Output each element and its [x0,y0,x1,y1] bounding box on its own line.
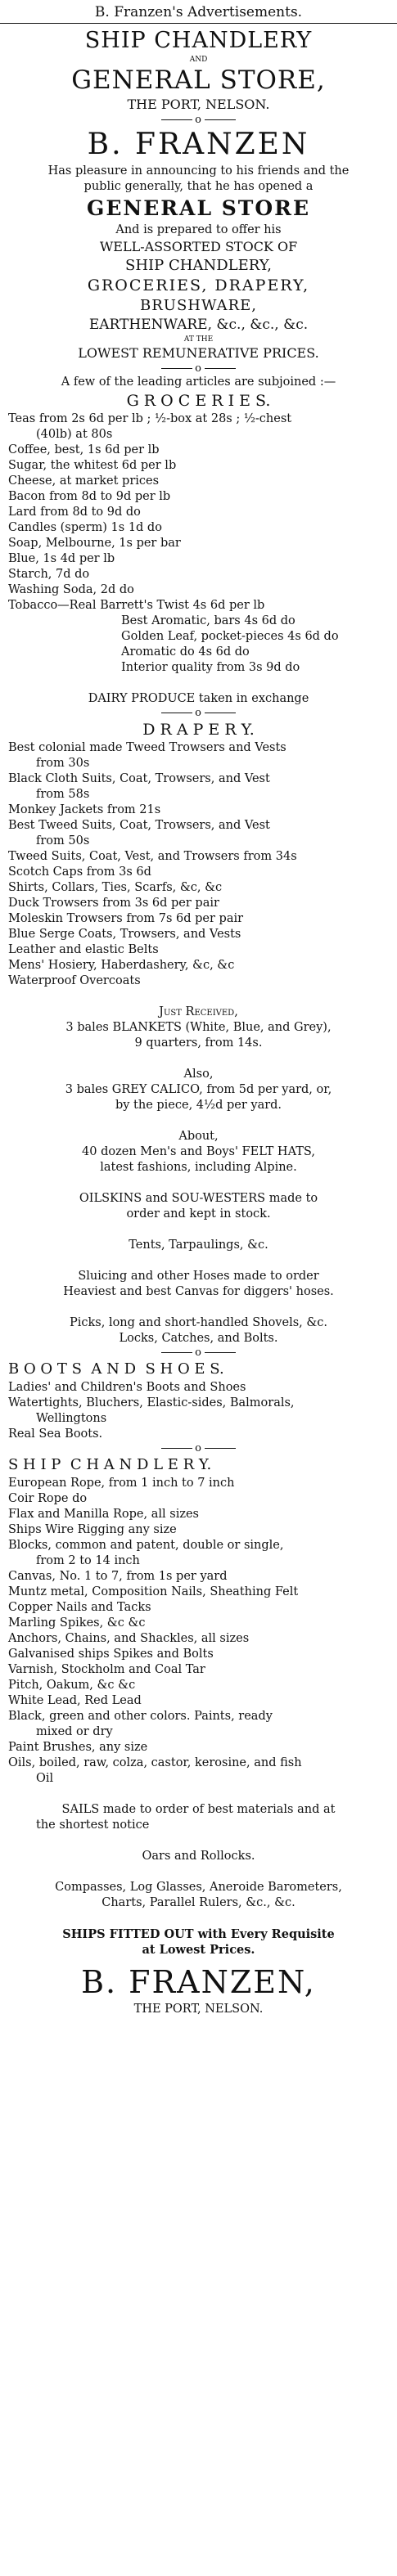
boots-heading: B O O T S A N D S H O E S. [8,1360,224,1378]
masthead [8,24,389,125]
sails-line-2: the shortest notice [36,1818,150,1832]
also: Also, [183,1068,214,1081]
tents: Tents, Tarpaulings, &c. [129,1239,268,1252]
list-item: Ships Wire Rigging any size [8,1523,177,1536]
oilskins-line-2: order and kept in stock. [126,1207,271,1221]
blankets-line-2: 9 quarters, from 14s. [134,1036,263,1050]
list-item: Soap, Melbourne, 1s per bar [8,537,181,550]
list-item: Blue Serge Coats, Trowsers, and Vests [8,928,241,941]
drapery-heading: D R A P E R Y. [142,721,255,739]
picks-line-1: Picks, long and short-handled Shovels, &c. [69,1316,328,1329]
list-item: Duck Trowsers from 3s 6d per pair [8,897,219,910]
footer-location: THE PORT, NELSON. [133,2003,264,2016]
list-item: (40lb) at 80s [36,428,113,441]
about: About, [178,1130,219,1143]
list-item-tobacco: Best Aromatic, bars 4s 6d do [121,614,295,627]
masthead-general-store: GENERAL STORE, [71,65,326,95]
intro-at-the: AT THE [183,335,214,344]
list-item: Starch, 7d do [8,568,90,581]
list-item: Blocks, common and patent, double or single, [8,1539,284,1552]
oilskins-line-1: OILSKINS and SOU-WESTERS made to [79,1192,318,1205]
list-item: Wellingtons [36,1412,107,1425]
list-item: mixed or dry [36,1725,113,1738]
list-item: from 2 to 14 inch [36,1554,140,1567]
blankets-line-1: 3 bales BLANKETS (White, Blue, and Grey), [65,1021,332,1034]
list-item: Anchors, Chains, and Shackles, all sizes [8,1632,250,1645]
list-item-tobacco: Aromatic do 4s 6d do [121,645,250,659]
list-item: Pitch, Oakum, &c &c [8,1679,136,1692]
footer [8,1958,389,2017]
hoses-line-2: Heaviest and best Canvas for diggers' hoses. [63,1285,334,1298]
separator-boots: o [8,1443,389,1454]
list-item: Paint Brushes, any size [8,1741,148,1754]
intro-announce-2: public generally, that he has opened a [83,180,314,193]
list-item-tobacco: Interior quality from 3s 9d do [121,661,300,674]
picks-line-2: Locks, Catches, and Bolts. [119,1332,278,1345]
calico-line-1: 3 bales GREY CALICO, from 5d per yard, or, [65,1083,332,1096]
list-item: from 58s [36,788,90,801]
intro-name: B. FRANZEN [87,128,310,161]
masthead-location: THE PORT, NELSON. [127,97,270,112]
list-item: Tobacco—Real Barrett's Twist 4s 6d per lb [8,599,265,612]
list-item: Candles (sperm) 1s 1d do [8,521,162,534]
list-item: from 30s [36,757,90,770]
list-item: Canvas, No. 1 to 7, from 1s per yard [8,1570,228,1583]
list-item: Shirts, Collars, Ties, Scarfs, &c, &c [8,881,223,894]
list-item: Lard from 8d to 9d do [8,506,141,519]
list-item: Ladies' and Children's Boots and Shoes [8,1381,246,1394]
just-received: Just Received, [159,1005,238,1018]
masthead-ship-chandlery: SHIP CHANDLERY [84,28,313,53]
drapery-section [8,719,389,1358]
hats-line-1: 40 dozen Men's and Boys' FELT HATS, [82,1145,315,1158]
intro-store: GENERAL STORE [86,196,311,220]
list-item: Coffee, best, 1s 6d per lb [8,443,160,456]
list-item: Copper Nails and Tacks [8,1601,151,1614]
calico-line-2: by the piece, 4½d per yard. [115,1099,282,1112]
list-item: Washing Soda, 2d do [8,583,134,596]
list-item: Cheese, at market prices [8,474,160,488]
list-item: Varnish, Stockholm and Coal Tar [8,1663,205,1676]
oars: Oars and Rollocks. [142,1850,255,1863]
list-item: Blue, 1s 4d per lb [8,552,115,565]
separator-drapery: o [8,1347,389,1358]
list-item: Watertights, Bluchers, Elastic-sides, Balmorals, [8,1396,295,1409]
footer-name: B. FRANZEN, [81,1964,316,2000]
list-item: Flax and Manilla Rope, all sizes [8,1508,199,1521]
dairy-produce: DAIRY PRODUCE taken in exchange [88,692,309,705]
boots-section [8,1359,389,1454]
sails-line-1: SAILS made to order of best materials and at [61,1803,336,1816]
list-item: Galvanised ships Spikes and Bolts [8,1648,214,1661]
list-item: Real Sea Boots. [8,1427,103,1441]
intro-prices: LOWEST REMUNERATIVE PRICES. [78,345,319,361]
list-item: Sugar, the whitest 6d per lb [8,459,177,472]
separator-masthead: o [8,115,389,125]
list-item: Bacon from 8d to 9d per lb [8,490,171,503]
list-item: Tweed Suits, Coat, Vest, and Trowsers from 34s [8,850,297,863]
list-item: from 50s [36,834,90,847]
intro-section [8,126,389,390]
list-item: Best Tweed Suits, Coat, Trowsers, and Vest [8,819,270,832]
list-item: Waterproof Overcoats [8,974,141,987]
compass-line-2: Charts, Parallel Rulers, &c., &c. [102,1896,295,1909]
chandlery-heading: S H I P C H A N D L E R Y. [8,1456,212,1473]
list-item: Moleskin Trowsers from 7s 6d per pair [8,912,244,925]
list-item-tobacco: Golden Leaf, pocket-pieces 4s 6d do [121,630,339,643]
list-item: Marling Spikes, &c &c [8,1616,146,1630]
intro-offer-2: WELL-ASSORTED STOCK OF [99,239,298,254]
list-item: Coir Rope do [8,1492,88,1505]
list-item: Mens' Hosiery, Haberdashery, &c, &c [8,959,235,972]
list-item: Muntz metal, Composition Nails, Sheathing Felt [8,1585,299,1598]
page-header: B. Franzen's Advertisements. [94,4,303,20]
list-item: White Lead, Red Lead [8,1694,142,1707]
list-item: Oils, boiled, raw, colza, castor, kerosine, and fish [8,1756,302,1769]
intro-cat-groceries: GROCERIES, DRAPERY, [87,276,310,294]
intro-announce-1: Has pleasure in announcing to his friends and the [47,164,350,178]
intro-subjoined: A few of the leading articles are subjoined :— [61,375,336,389]
hoses-line-1: Sluicing and other Hoses made to order [78,1270,319,1283]
list-item: Black Cloth Suits, Coat, Trowsers, and Vest [8,772,270,785]
list-item: Monkey Jackets from 21s [8,803,161,816]
fitted-line-2: at Lowest Prices. [142,1943,255,1957]
fitted-line-1: SHIPS FITTED OUT with Every Requisite [62,1927,335,1941]
list-item: Leather and elastic Belts [8,943,159,956]
chandlery-section [8,1454,389,1958]
list-item: Oil [36,1772,54,1785]
masthead-and: AND [189,56,208,64]
groceries-heading: G R O C E R I E S. [126,392,271,410]
list-item: Black, green and other colors. Paints, ready [8,1710,273,1723]
intro-offer-1: And is prepared to offer his [115,223,282,236]
separator-groceries: o [8,708,389,718]
groceries-section [8,390,389,718]
compass-line-1: Compasses, Log Glasses, Aneroide Barometers, [55,1881,342,1894]
list-item: Teas from 2s 6d per lb ; ½-box at 28s ; ½-chest [8,412,292,425]
list-item: Best colonial made Tweed Trowsers and Vests [8,741,286,754]
intro-cat-chandlery: SHIP CHANDLERY, [125,257,272,274]
intro-cat-brushware: BRUSHWARE, [140,297,257,314]
intro-cat-earthenware: EARTHENWARE, &c., &c., &c. [88,317,309,333]
separator-intro: o [8,363,389,374]
list-item: European Rope, from 1 inch to 7 inch [8,1477,235,1490]
hats-line-2: latest fashions, including Alpine. [100,1161,297,1174]
list-item: Scotch Caps from 3s 6d [8,865,151,879]
